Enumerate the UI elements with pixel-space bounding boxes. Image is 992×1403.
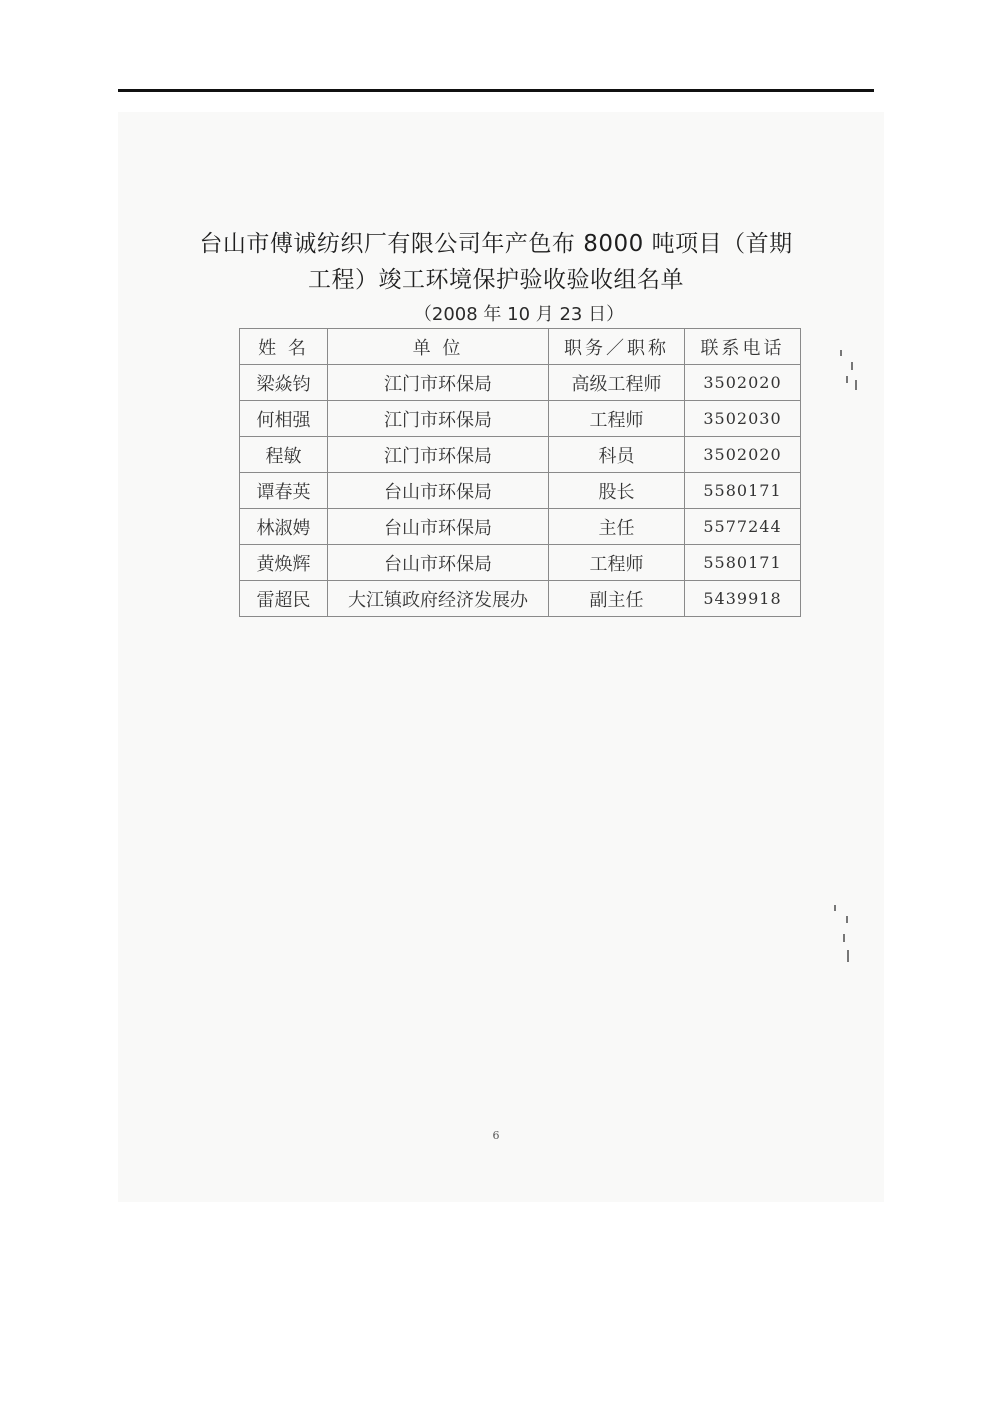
header-rule [118, 89, 874, 92]
table-row [240, 545, 801, 581]
cell-name: 梁焱钧 [240, 365, 328, 401]
cell-position: 工程师 [549, 545, 685, 581]
cell-phone: 5577244 [685, 509, 801, 545]
cell-unit: 江门市环保局 [328, 401, 549, 437]
cell-phone: 3502020 [685, 365, 801, 401]
cell-phone: 3502030 [685, 401, 801, 437]
cell-unit: 江门市环保局 [328, 437, 549, 473]
cell-unit: 台山市环保局 [328, 509, 549, 545]
cell-position: 股长 [549, 473, 685, 509]
cell-name: 谭春英 [240, 473, 328, 509]
acceptance-group-table [239, 328, 801, 617]
document-date: （2008 年 10 月 23 日） [413, 304, 625, 325]
cell-unit: 台山市环保局 [328, 473, 549, 509]
header-name: 姓 名 [240, 329, 328, 365]
scan-speck [843, 934, 845, 942]
header-unit: 单 位 [328, 329, 549, 365]
table-row [240, 365, 801, 401]
cell-position: 副主任 [549, 581, 685, 617]
title-line-1: 台山市傅诚纺织厂有限公司年产色布 8000 吨项目（首期 [199, 231, 793, 257]
cell-unit: 大江镇政府经济发展办 [328, 581, 549, 617]
table-row [240, 473, 801, 509]
scan-speck [846, 376, 848, 383]
cell-position: 科员 [549, 437, 685, 473]
table-header-row [240, 329, 801, 365]
cell-phone: 5580171 [685, 473, 801, 509]
header-position: 职务／职称 [549, 329, 685, 365]
cell-unit: 江门市环保局 [328, 365, 549, 401]
cell-phone: 3502020 [685, 437, 801, 473]
cell-name: 雷超民 [240, 581, 328, 617]
cell-name: 程敏 [240, 437, 328, 473]
cell-position: 工程师 [549, 401, 685, 437]
table-row [240, 437, 801, 473]
table-row [240, 509, 801, 545]
cell-name: 黄焕辉 [240, 545, 328, 581]
cell-position: 主任 [549, 509, 685, 545]
scan-speck [847, 950, 849, 962]
cell-name: 林淑娉 [240, 509, 328, 545]
cell-position: 高级工程师 [549, 365, 685, 401]
scan-speck [840, 350, 842, 356]
scan-speck [834, 905, 836, 911]
cell-name: 何相强 [240, 401, 328, 437]
title-line-2: 工程）竣工环境保护验收验收组名单 [308, 267, 684, 293]
table-row [240, 581, 801, 617]
page-number: 6 [492, 1129, 500, 1142]
header-phone: 联系电话 [685, 329, 801, 365]
document-title [150, 226, 842, 298]
cell-phone: 5580171 [685, 545, 801, 581]
scan-speck [846, 916, 848, 923]
cell-phone: 5439918 [685, 581, 801, 617]
table-row [240, 401, 801, 437]
scan-speck [855, 380, 857, 390]
cell-unit: 台山市环保局 [328, 545, 549, 581]
scan-speck [851, 362, 853, 370]
